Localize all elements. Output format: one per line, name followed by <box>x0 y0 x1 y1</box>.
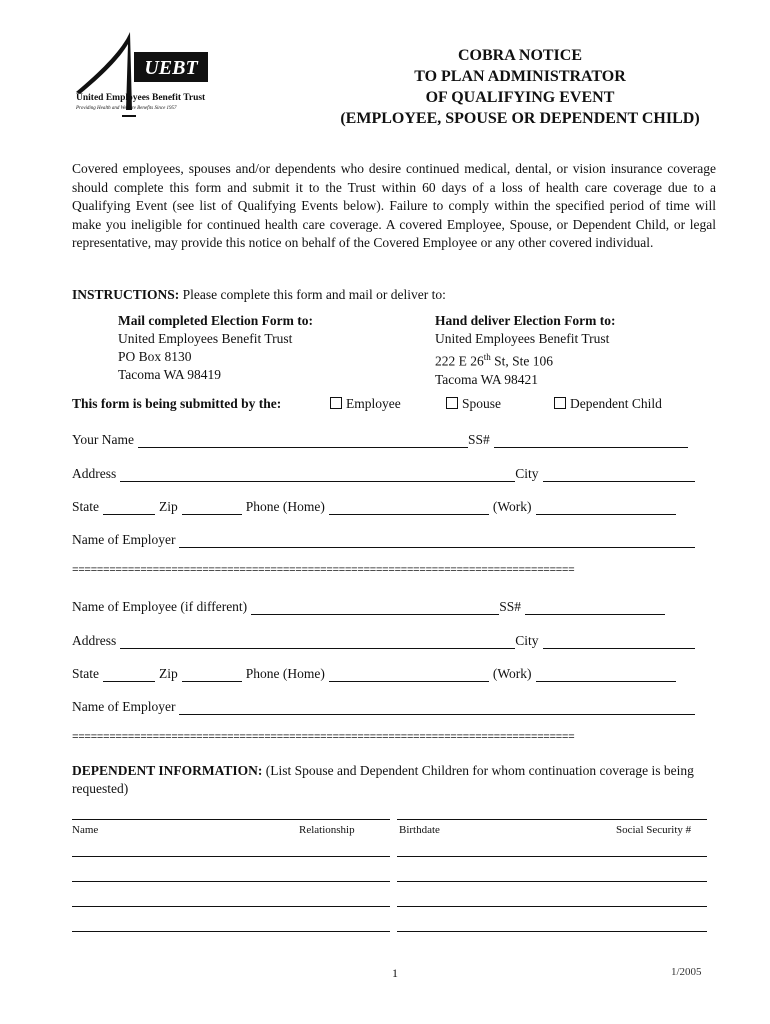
mail-line-1: United Employees Benefit Trust <box>118 331 293 346</box>
revision-date: 1/2005 <box>671 966 702 978</box>
instructions-label: INSTRUCTIONS: <box>72 287 180 302</box>
instructions-text: Please complete this form and mail or deliver to: <box>182 287 446 302</box>
employee-phone-home-label: Phone (Home) <box>245 666 325 681</box>
address-label: Address <box>72 466 117 481</box>
logo-name: United Employees Benefit Trust <box>76 93 206 103</box>
intro-paragraph: Covered employees, spouses and/or dependents who desire continued medical, dental, or vision insurance coverage should complete this form and submit it to the Trust within 60 days of a loss of health care coverage due to a Qualifying Event (see list of Qualifying Events below). Failure to comply within the specified period of time will make you ineligible for continued health care coverage. A covered Employee, Spouse, or Dependent Child, or legal representative, may provide this notice on behalf of the Covered Employee or any other covered individual. <box>72 161 716 250</box>
title-line-1: COBRA NOTICE <box>457 47 583 64</box>
employer-label: Name of Employer <box>72 532 176 547</box>
separator-1: ================================================================================= <box>72 565 575 577</box>
dependent-text: (List Spouse and Dependent Children for whom continuation coverage is being requested) <box>72 763 694 796</box>
separator-2: ================================================================================= <box>72 732 575 744</box>
option-spouse[interactable]: Spouse <box>446 396 501 412</box>
dependent-label: DEPENDENT INFORMATION: <box>72 763 263 778</box>
col-relationship: Relationship <box>299 824 355 836</box>
title-line-2: TO PLAN ADMINISTRATOR <box>414 68 626 85</box>
ss-label: SS# <box>468 432 490 447</box>
col-birthdate: Birthdate <box>399 824 440 836</box>
zip-label: Zip <box>159 499 178 514</box>
mail-line-2: PO Box 8130 <box>118 349 192 364</box>
option-employee[interactable]: Employee <box>330 396 401 412</box>
submitted-by-label: This form is being submitted by the: <box>72 396 282 411</box>
col-name: Name <box>72 824 99 836</box>
col-social-security: Social Security # <box>616 824 692 836</box>
employee-city-label: City <box>515 633 539 648</box>
logo-abbr: UEBT <box>144 57 198 79</box>
employee-ss-label: SS# <box>499 599 521 614</box>
dependent-row-4-left[interactable] <box>72 931 390 932</box>
title-line-3: OF QUALIFYING EVENT <box>425 89 615 106</box>
mail-heading: Mail completed Election Form to: <box>118 313 313 328</box>
dependent-row-4-right[interactable] <box>397 931 707 932</box>
dependent-row-1-left[interactable] <box>72 856 390 857</box>
dependent-row-2-right[interactable] <box>397 881 707 882</box>
phone-home-label: Phone (Home) <box>245 499 325 514</box>
table-top-line-left <box>72 819 390 820</box>
dependent-row-3-right[interactable] <box>397 906 707 907</box>
option-dependent-child[interactable]: Dependent Child <box>554 396 662 412</box>
mail-line-3: Tacoma WA 98419 <box>118 367 222 382</box>
hand-line-2: 222 E 26th St, Ste 106 <box>435 352 554 369</box>
hand-heading: Hand deliver Election Form to: <box>435 313 616 328</box>
dependent-row-2-left[interactable] <box>72 881 390 882</box>
dependent-row-3-left[interactable] <box>72 906 390 907</box>
work-label: (Work) <box>492 499 532 514</box>
employee-employer-label: Name of Employer <box>72 699 176 714</box>
employee-address-label: Address <box>72 633 117 648</box>
hand-line-1: United Employees Benefit Trust <box>435 331 610 346</box>
employee-state-label: State <box>72 666 99 681</box>
table-top-line-right <box>397 819 707 820</box>
city-label: City <box>515 466 539 481</box>
logo-tagline: Providing Health and Welfare Benefits Since 1957 <box>76 106 177 111</box>
employee-work-label: (Work) <box>492 666 532 681</box>
title-line-4: (EMPLOYEE, SPOUSE OR DEPENDENT CHILD) <box>340 110 700 127</box>
employee-name-label: Name of Employee (if different) <box>72 599 248 614</box>
page-number: 1 <box>392 966 398 980</box>
hand-line-3: Tacoma WA 98421 <box>435 371 539 387</box>
state-label: State <box>72 499 99 514</box>
your-name-label: Your Name <box>72 432 135 447</box>
dependent-row-1-right[interactable] <box>397 856 707 857</box>
employee-zip-label: Zip <box>159 666 178 681</box>
